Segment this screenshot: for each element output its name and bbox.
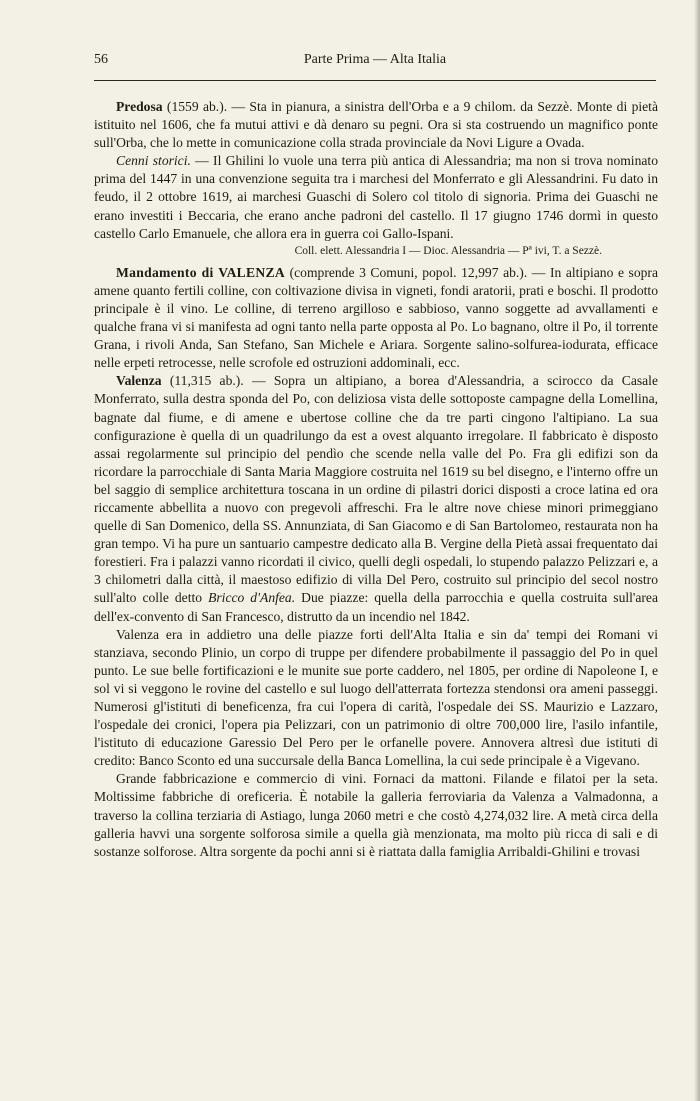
entry-predosa bbox=[94, 98, 658, 152]
entry-valenza bbox=[94, 372, 658, 625]
valenza-history-paragraph: Valenza era in addietro una delle piazze forti dell'Alta Italia e sin da' tempi dei Romani vi stanziava, secondo Plinio, un corpo di truppe per difendere probabilmente il passaggio del Po in quel punto. Le sue belle fortificazioni e le munite sue porte caddero, nel 1805, per ordine di Napoleone I, e sol vi si veggono le rovine del castello e sul luogo dell'atterrata fortezza stendonsi ora ameni passeggi. Numerosi gl'istituti di beneficenza, fra cui l'opera di carità, l'ospedale dei SS. Maurizio e Lazzaro, l'ospedale dei cronici, l'opera pia Pelizzari, con un patrimonio di oltre 700,000 lire, l'asilo infantile, l'istituto di educazione Garessio Del Pero per le orfanelle povere. Annovera altresì due istituti di credito: Banco Sconto ed una succursale della Banca Lomellina, la cui sede principale è a Vigevano. bbox=[94, 626, 658, 769]
mandamento-text: (comprende 3 Comuni, popol. 12,997 ab.). — In altipiano e sopra amene quanto fertili colline, con coltivazione divisa in vigneti, fondi aratorii, prati e boschi. Il prodotto principale è il vino. Le colline, di terreno argilloso e sabbioso, vanno soggette ad avvallamenti e qualche frana vi si manifesta ad ogni tanto nella parte opposta al Po. Lo bagnano, oltre il Po, il torrente Grana, i rivoli Anda, San Stefano, San Michele e Ariara. Sorgente salino-solfurea-iodurata, efficace nelle erpeti retrocesse, nelle scrofole ed ostruzioni addominali, ecc. bbox=[94, 264, 658, 371]
entry-head-valenza: Valenza bbox=[116, 373, 162, 389]
entry-head-mandamento: Mandamento di VALENZA bbox=[116, 264, 286, 280]
entry-head-predosa: Predosa bbox=[116, 99, 163, 114]
page-number: 56 bbox=[94, 52, 108, 67]
valenza-text-2: Due piazze: quella della parrocchia e quella costruita sull'area dell'ex-convento di San Francesco, distrutto da un incendio nel 1842. bbox=[94, 590, 658, 624]
predosa-history bbox=[94, 152, 658, 242]
page-edge-shadow bbox=[694, 0, 700, 1101]
predosa-source-note: Coll. elett. Alessandria I — Dioc. Alessandria — Pª ivi, T. a Sezzè. bbox=[294, 244, 602, 257]
valenza-industry-paragraph: Grande fabbricazione e commercio di vini. Fornaci da mattoni. Filande e filatoi per la seta. Moltissime fabbriche di oreficeria. È notabile la galleria ferroviaria da Valenza a Valmadonna, a traverso la collina terziaria di Astiago, lunga 2060 metri e che costò 4,274,032 lire. A metà circa della galleria havvi una sorgente solforosa simile a quella già menzionata, ma molto più ricca di sali e di sostanze solforose. Altra sorgente da pochi anni si è riattata dalla famiglia Arribaldi-Ghilini e trovasi bbox=[94, 771, 658, 859]
running-title: Parte Prima — Alta Italia bbox=[303, 52, 447, 67]
cenni-storici-text: — Il Ghilini lo vuole una terra più antica di Alessandria; ma non si trova nominato prima del 1447 in una convenzione seguita tra i marchesi del Monferrato e gli Alessandrini. Fu dato in feudo, il 2 ottobre 1619, ai marchesi Guaschi di Solero col titolo di signoria. Prima dei Guaschi ne erano investiti i Beccaria, che erano anche padroni del castello. Il 17 giugno 1746 dormì in questo castello Carlo Emanuele, che allora era in guerra coi Gallo-Ispani. bbox=[94, 153, 658, 241]
header-rule bbox=[94, 80, 656, 81]
entry-mandamento-valenza bbox=[94, 264, 658, 373]
page-header bbox=[94, 52, 656, 74]
page-body bbox=[94, 98, 658, 861]
bricco-anfea: Bricco d'Anfea. bbox=[208, 590, 296, 606]
predosa-text: (1559 ab.). — Sta in pianura, a sinistra dell'Orba e a 9 chilom. da Sezzè. Monte di pietà istituito nel 1606, che fa mutui attivi e dà denaro su pegni. Ora si sta costruendo un magnifico ponte sull'Orba, che lo mette in comunicazione colla strada provinciale da Novi Ligure a Ovada. bbox=[94, 99, 658, 151]
cenni-storici-label: Cenni storici. bbox=[116, 153, 191, 169]
valenza-text-1: (11,315 ab.). — Sopra un altipiano, a borea d'Alessandria, a scirocco da Casale Monferrato, sulla destra sponda del Po, con deliziosa vista delle sottoposte campagne della Lomellina, bagnate dal fiume, e di amene e ubertose colline che da tre parti cingono l'altipiano. La sua configurazione è quella di un quadrilungo da est a ovest alquanto irregolare. Il fabbricato è disposto assai regolarmente sul principio del pendìo che scende nella valle del Po. Fra gli edifizi son da ricordare la parrocchiale di Santa Maria Maggiore costruita nel 1619 su bel disegno, e l'interno offre un bel saggio di semplice architettura toscana in un ordine di pilastri dorici disposti a croce latina ed ora riccamente abbellita a nuovo con pregevoli affreschi. Fra le altre nove chiese minori primeggiano quelle di San Domenico, della SS. Annunziata, di San Giacomo e di San Bartolomeo, restaurata non ha gran tempo. Vi ha pure un santuario campestre dedicato alla B. Vergine della Pietà assai frequentato dai forestieri. Fra i palazzi vanno ricordati il civico, quelli degli ospedali, lo stupendo palazzo Pelizzari e, a 3 chilometri dalla città, il maestoso edifizio di villa Del Pero, costruito sul principio del secol nostro sull'alto colle detto bbox=[94, 373, 658, 606]
